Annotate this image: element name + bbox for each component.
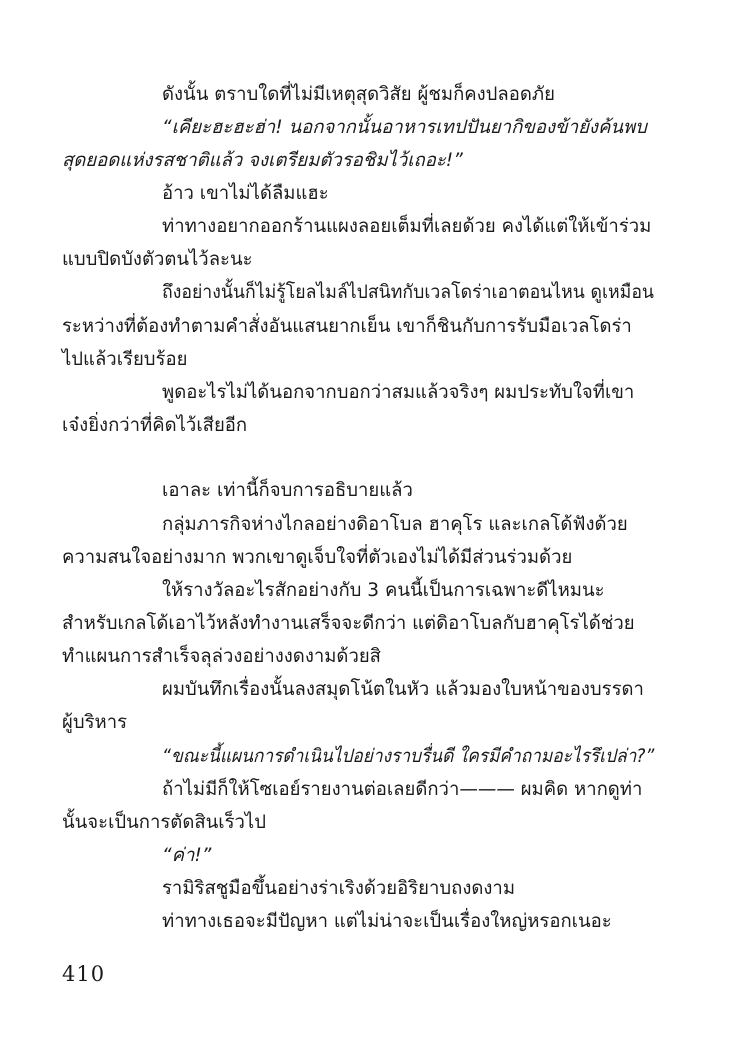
text-line: สำหรับเกลโด้เอาไว้หลังทำงานเสร็จจะดีกว่า แต่ดิอาโบลกับฮาคุโรได้ช่วย (62, 613, 635, 634)
text-line: รามิริสชูมือขึ้นอย่างร่าเริงด้วยอิริยาบถงดงาม (162, 878, 516, 899)
text-line: ถ้าไม่มีก็ให้โซเอย์รายงานต่อเลยดีกว่า——— ผมคิด หากดูท่า (162, 779, 643, 800)
text-line: สุดยอดแห่งรสชาติแล้ว จงเตรียมตัวรอชิมไว้เถอะ!” (62, 150, 463, 171)
text-line: ผู้บริหาร (62, 712, 128, 733)
text-line: ไปแล้วเรียบร้อย (62, 349, 188, 370)
text-line: นั้นจะเป็นการตัดสินเร็วไป (62, 812, 266, 833)
text-line: ถึงอย่างนั้นก็ไม่รู้โยลไมล์ไปสนิทกับเวลโดร่าเอาตอนไหน ดูเหมือน (162, 282, 655, 303)
text-line: อ้าว เขาไม่ได้ลืมแฮะ (162, 183, 329, 204)
text-line: “เคียะฮะฮะฮ่า! นอกจากนั้นอาหารเทปปันยากิของข้ายังค้นพบ (162, 117, 647, 138)
text-line: ท่าทางอยากออกร้านแผงลอยเต็มที่เลยด้วย คงได้แต่ให้เข้าร่วม (162, 216, 652, 237)
text-line: แบบปิดบังตัวตนไว้ละนะ (62, 249, 253, 270)
text-line: พูดอะไรไม่ได้นอกจากบอกว่าสมแล้วจริงๆ ผมประทับใจที่เขา (162, 382, 635, 403)
text-line: ระหว่างที่ต้องทำตามคำสั่งอันแสนยากเย็น เขาก็ชินกับการรับมือเวลโดร่า (62, 316, 632, 337)
text-line: เอาละ เท่านี้ก็จบการอธิบายแล้ว (162, 480, 413, 501)
text-line: เจ๋งยิ่งกว่าที่คิดไว้เสียอีก (62, 415, 248, 436)
text-line: ความสนใจอย่างมาก พวกเขาดูเจ็บใจที่ตัวเองไม่ได้มีส่วนร่วมด้วย (62, 547, 573, 568)
text-line: ทำแผนการสำเร็จลุล่วงอย่างงดงามด้วยสิ (62, 646, 381, 667)
text-line: ผมบันทึกเรื่องนั้นลงสมุดโน้ตในหัว แล้วมองใบหน้าของบรรดา (162, 679, 644, 700)
text-line: “ค่า!” (162, 845, 212, 866)
text-line: “ขณะนี้แผนการดำเนินไปอย่างราบรื่นดี ใครมีคำถามอะไรรึเปล่า?” (162, 746, 655, 767)
text-line: ดังนั้น ตราบใดที่ไม่มีเหตุสุดวิสัย ผู้ชมก็คงปลอดภัย (162, 84, 555, 105)
text-line: กลุ่มภารกิจห่างไกลอย่างดิอาโบล ฮาคุโร และเกลโด้ฟังด้วย (162, 514, 628, 535)
text-line: ท่าทางเธอจะมีปัญหา แต่ไม่น่าจะเป็นเรื่องใหญ่หรอกเนอะ (162, 911, 612, 932)
page-number: 410 (62, 962, 106, 986)
text-line: ให้รางวัลอะไรสักอย่างกับ 3 คนนี้เป็นการเฉพาะดีไหมนะ (162, 580, 605, 601)
